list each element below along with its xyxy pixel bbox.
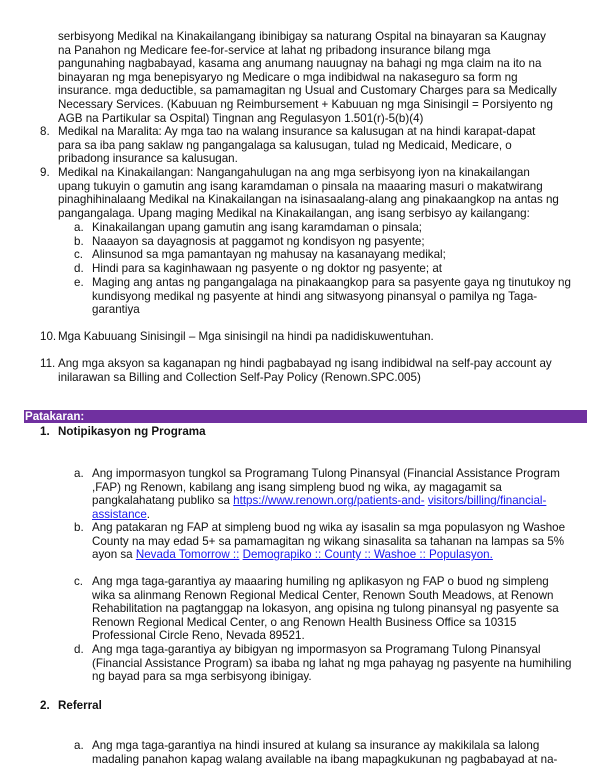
item-letter: a. [74,221,84,234]
policy-item-1 [40,425,560,439]
sub-item-2a [74,739,574,766]
item-text: Medikal na Maralita: Ay mga tao na walang insurance sa kalusugan at na hindi karapat-dapat para sa iba pang saklaw ng pangangalaga sa kalusugan, tulad ng Medicaid, Medicare, o pribadong insurance sa kalusugan. [58,125,536,166]
item-number: 2. [40,699,50,712]
item-letter: c. [74,575,84,588]
item-letter: b. [74,235,84,248]
demographics-link[interactable]: Demograpiko :: County :: Washoe :: Populasyon. [242,548,493,562]
item-heading: Referral [58,699,102,712]
item-text-part: . [146,507,151,521]
item-number: 1. [40,425,50,438]
fap-website-link-part2[interactable]: visitors/billing/financial-assistance [92,494,547,521]
item-number: 11. [40,357,56,370]
item-letter: d. [74,643,84,656]
item-number: 8. [40,125,50,138]
item-text: Ang mga taga-garantiya na hindi insured at kulang sa insurance ay makikilala sa lalong madaling panahon kapag walang available na ibang mapagkukunan ng pagbabayad at na- [92,739,558,766]
sub-item-9a [74,221,574,235]
fap-website-link-part1[interactable]: https://www.renown.org/patients-and- [233,494,425,508]
sub-item-9c [74,248,574,262]
item-text-part: Ang patakaran ng FAP at simpleng buod ng wika ay isasalin sa mga populasyon ng Washoe County na may edad 5+ sa pamamagitan ng wikang sinasalita sa tahanan na lampas sa 5% ayon sa [92,521,566,562]
item-letter: a. [74,739,84,752]
definition-item-11 [40,357,560,384]
section-header-patakaran: Patakaran: [24,410,587,423]
item-number: 10. [40,330,57,343]
sub-item-9d [74,262,574,276]
item-text: Kinakailangan upang gamutin ang isang karamdaman o pinsala; [92,221,423,234]
item-text [92,521,574,562]
sub-item-1d [74,643,574,684]
nevada-tomorrow-link[interactable]: Nevada Tomorrow :: [135,548,240,562]
definition-item-10 [40,330,560,344]
item-text: Alinsunod sa mga pamantayan ng mahusay na kasanayang medikal; [92,248,446,261]
item-heading: Notipikasyon ng Programa [58,425,206,438]
sub-item-1c [74,575,574,643]
item-letter: a. [74,467,84,480]
item-letter: d. [74,262,84,275]
item-text [92,467,574,521]
item-text: Hindi para sa kaginhawaan ng pasyente o ng doktor ng pasyente; at [92,262,442,275]
sub-item-9e [74,276,574,317]
item-text: Naaayon sa dayagnosis at paggamot ng kondisyon ng pasyente; [92,235,425,248]
item-number: 9. [40,166,50,179]
item-text: Ang mga taga-garantiya ay maaaring humiling ng aplikasyon ng FAP o buod ng simpleng wika sa alinmang Renown Regional Medical Center, Renown South Meadows, at Renown Rehabilitation na pagtanggap na lokasyon, ang opisina ng tulong pinansyal ng pasyente sa Renown Regional Medical Center, o ang Renown Health Business Office sa 10315 Professional Circle Reno, Nevada 89521. [92,575,559,643]
item-letter: b. [74,521,84,534]
item-text: Ang mga taga-garantiya ay bibigyan ng impormasyon sa Programang Tulong Pinansyal (Financial Assistance Program) sa ibaba ng lahat ng mga pahayag ng pasyente na humihiling ng bayad para sa mga serbisyong ibinigay. [92,643,572,684]
policy-item-2 [40,699,560,713]
item-text-part: Ang impormasyon tungkol sa Programang Tulong Pinansyal (Financial Assistance Program ,FAP) ng Renown, kabilang ang isang simpleng buod ng wika, ay magagamit sa pangkalahatang publiko sa [92,467,560,508]
item-text: Mga Kabuuang Sinisingil – Mga sinisingil na hindi pa nadidiskuwentuhan. [58,330,434,343]
item-text: Maging ang antas ng pangangalaga na pinakaangkop para sa pasyente gaya ng tinutukoy ng kundisyong medikal ng pasyente at hindi ang sitwasyong pinansyal o pamilya ng Taga-garantiya [92,276,571,317]
item-text: Ang mga aksyon sa kaganapan ng hindi pagbabayad ng isang indibidwal na self-pay account ay inilarawan sa Billing and Collection Self-Pay Policy (Renown.SPC.005) [58,357,552,384]
item-text: Medikal na Kinakailangan: Nangangahulugan na ang mga serbisyong iyon na kinakailangan upang tukuyin o gamutin ang isang karamdaman o pinsala na maaaring masuri o makatwirang pinaghihinalaang Medikal na Kinakailangan na isinasaalang-alang ang pinakaangkop na antas ng pangangalaga. Upang maging Medikal na Kinakailangan, ang isang serbisyo ay kailangang: [58,166,559,220]
definition-item-9 [40,166,560,220]
sub-item-1b [74,521,574,562]
intro-paragraph: serbisyong Medikal na Kinakailangang ibinibigay sa naturang Ospital na binayaran sa Kaugnay na Panahon ng Medicare fee-for-service at lahat ng pribadong insurance bilang mga pangunahing nagbabayad, kasama ang anumang nauugnay na bahagi ng mga claim na ito na binayaran ng mga benepisyaryo ng Medicare o mga indibidwal na nakaseguro sa form ng insurance. mga deductible, sa pamamagitan ng Usual and Customary Charges para sa Medically Necessary Services. (Kabuuan ng Reimbursement + Kabuuan ng mga Sinisingil = Porsiyento ng AGB na Partikular sa Ospital) Tingnan ang Regulasyon 1.501(r)-5(b)(4) [58,30,557,125]
sub-item-1a [74,467,574,521]
item-letter: c. [74,248,84,261]
item-letter: e. [74,276,84,289]
definition-item-8 [40,125,560,166]
sub-item-9b [74,235,574,249]
